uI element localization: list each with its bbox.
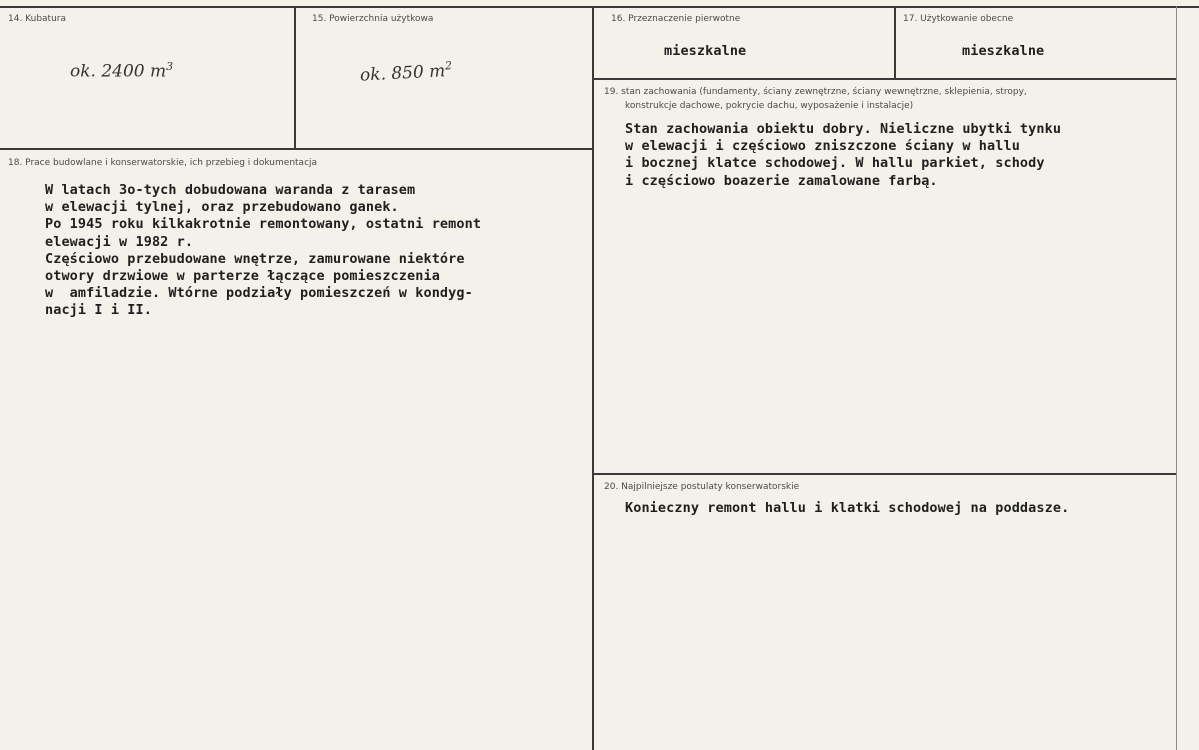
field-15-value-text: ok. 850 m [359,61,446,86]
field-14-value [70,60,173,82]
field-20-text: Konieczny remont hallu i klatki schodowej na poddasze. [625,500,1070,516]
field-15-label: 15. Powierzchnia użytkowa [312,14,434,24]
field-14-label: 14. Kubatura [8,14,67,24]
field-16-value: mieszkalne [664,43,747,59]
right-edge [1176,6,1177,750]
divider-19-20 [594,473,1176,475]
field-20-label: 20. Najpilniejsze postulaty konserwatorskie [604,482,800,492]
field-19-text: Stan zachowania obiektu dobry. Nieliczne ubytki tynku w elewacji i częściowo zniszczone ściany w hallu i bocznej klatce schodowej. W hallu parkiet, schody i częściowo boazerie zamalowane farbą. [625,121,1062,189]
field-16-label: 16. Przeznaczenie pierwotne [611,14,741,24]
field-17-value: mieszkalne [962,43,1045,59]
field-15-unit-exp: 2 [444,59,453,73]
field-14-value-text: ok. 2400 m [70,61,167,82]
field-19-label-line1: 19. stan zachowania (fundamenty, ściany zewnętrzne, ściany wewnętrzne, sklepienia, stropy, [604,87,1027,97]
field-14-unit-exp: 3 [166,60,174,73]
divider-center [592,6,594,750]
field-17-label: 17. Użytkowanie obecne [903,14,1014,24]
divider-16-17 [894,6,896,78]
field-18-text: W latach 3o-tych dobudowana waranda z tarasem w elewacji tylnej, oraz przebudowano ganek. Po 1945 roku kilkakrotnie remontowany, ostatni remont elewacji w 1982 r. Częściowo przebudowane wnętrze, zamurowane niektóre otwory drzwiowe w parterze łączące pomieszczenia w amfiladzie. Wtórne podziały pomieszczeń w kondyg- nacji I i II. [45,182,482,319]
field-19-label-line2: konstrukcje dachowe, pokrycie dachu, wyposażenie i instalacje) [625,101,914,111]
field-18-label: 18. Prace budowlane i konserwatorskie, ich przebieg i dokumentacja [8,158,318,168]
divider-row1-right [594,78,1176,80]
field-15-value [359,59,452,85]
divider-14-15 [294,6,296,148]
top-border [0,6,1199,8]
divider-row1-left [0,148,594,150]
